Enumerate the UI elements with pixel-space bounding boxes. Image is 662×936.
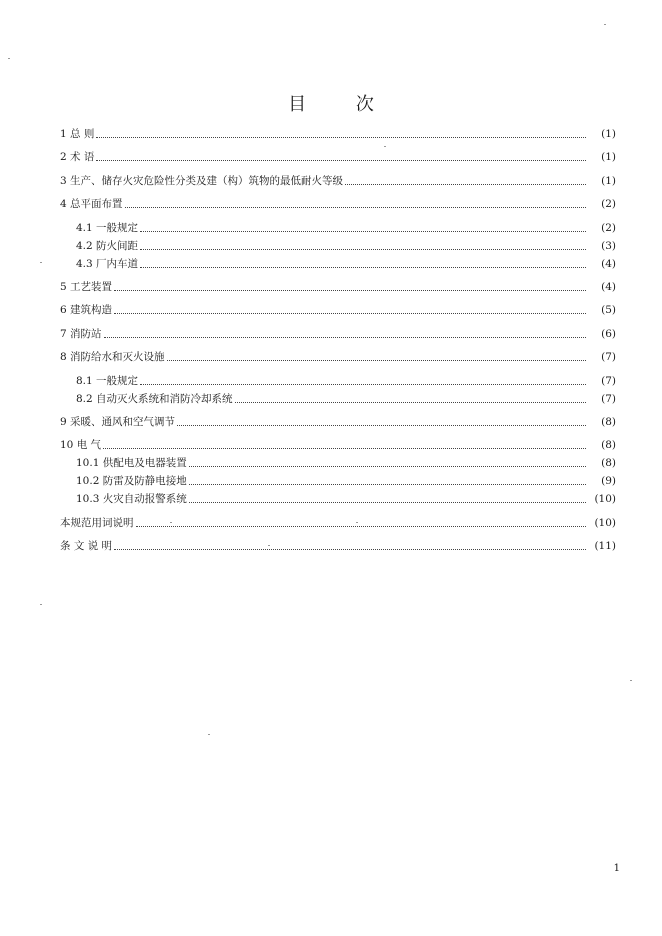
toc-leader-dots xyxy=(96,137,586,138)
scan-speck xyxy=(170,522,172,523)
toc-entry-8-2[interactable] xyxy=(60,388,616,406)
toc-entry-label: 1 总 则 xyxy=(60,128,95,140)
toc-entry-page: (8) xyxy=(601,457,616,470)
toc-entry-10[interactable] xyxy=(60,434,616,452)
toc-entry-label: 10.2 防雷及防静电接地 xyxy=(76,475,187,488)
toc-leader-dots xyxy=(177,425,586,426)
scan-speck xyxy=(604,24,606,25)
toc-entry-8[interactable] xyxy=(60,346,616,364)
toc-entry-label: 4.1 一般规定 xyxy=(76,221,139,234)
toc-entry-10-1[interactable] xyxy=(60,452,616,470)
toc-entry-label: 8.1 一般规定 xyxy=(76,374,139,387)
toc-leader-dots xyxy=(345,184,586,185)
toc-leader-dots xyxy=(114,290,586,291)
toc-leader-dots xyxy=(140,249,586,250)
toc-entry-page: (7) xyxy=(601,351,616,364)
page-number: 1 xyxy=(613,863,620,874)
scan-speck xyxy=(356,522,358,523)
toc-entry-4-3[interactable] xyxy=(60,253,616,271)
toc-entry-page: (2) xyxy=(601,198,616,211)
toc-entry-label: 9 采暖、通风和空气调节 xyxy=(60,415,176,428)
toc-entry-explanation[interactable] xyxy=(60,535,616,553)
toc-leader-dots xyxy=(235,402,586,403)
toc-entry-page: (7) xyxy=(601,392,616,405)
toc-entry-5[interactable] xyxy=(60,276,616,294)
toc-leader-dots xyxy=(189,502,586,503)
toc-entry-label: 本规范用词说明 xyxy=(60,516,134,529)
toc-entry-4-2[interactable] xyxy=(60,235,616,253)
toc-entry-page: (8) xyxy=(601,415,616,428)
scan-speck xyxy=(268,545,270,546)
scan-speck xyxy=(40,262,42,263)
toc-entry-8-1[interactable] xyxy=(60,370,616,388)
toc-entry-page: (5) xyxy=(601,304,616,317)
scan-speck xyxy=(630,680,632,681)
toc-entry-page: (3) xyxy=(601,239,616,252)
toc-leader-dots xyxy=(103,448,586,449)
toc-entry-1[interactable] xyxy=(60,123,616,141)
toc-entry-2[interactable] xyxy=(60,146,616,164)
toc-entry-label: 4 总平面布置 xyxy=(60,198,123,211)
toc-entry-3[interactable] xyxy=(60,170,616,188)
scan-speck xyxy=(208,734,210,735)
toc-entry-7[interactable] xyxy=(60,323,616,341)
toc-entry-4[interactable] xyxy=(60,193,616,211)
table-of-contents xyxy=(60,123,616,558)
toc-entry-label: 10.1 供配电及电器装置 xyxy=(76,457,187,470)
toc-entry-page: (7) xyxy=(601,374,616,387)
toc-entry-page: (1) xyxy=(601,174,616,187)
toc-entry-label: 10 电 气 xyxy=(60,439,102,452)
toc-entry-label: 8.2 自动灭火系统和消防冷却系统 xyxy=(76,392,233,405)
toc-entry-page: (9) xyxy=(601,475,616,488)
toc-entry-page: (2) xyxy=(601,221,616,234)
toc-entry-10-2[interactable] xyxy=(60,470,616,488)
toc-entry-label: 4.2 防火间距 xyxy=(76,239,139,252)
toc-entry-label: 3 生产、储存火灾危险性分类及建（构）筑物的最低耐火等级 xyxy=(60,174,344,187)
toc-leader-dots xyxy=(114,313,586,314)
toc-title: 目 次 xyxy=(288,94,396,115)
toc-leader-dots xyxy=(189,484,586,485)
toc-leader-dots xyxy=(140,231,586,232)
toc-entry-6[interactable] xyxy=(60,299,616,317)
toc-entry-label: 条 文 说 明 xyxy=(60,540,113,553)
toc-entry-9[interactable] xyxy=(60,411,616,429)
toc-entry-label: 5 工艺装置 xyxy=(60,280,113,293)
toc-entry-page: (4) xyxy=(601,280,616,293)
toc-entry-10-3[interactable] xyxy=(60,488,616,506)
toc-entry-page: (11) xyxy=(594,540,616,553)
toc-entry-label: 2 术 语 xyxy=(60,151,95,164)
toc-entry-label: 7 消防站 xyxy=(60,327,102,340)
toc-leader-dots xyxy=(189,466,586,467)
toc-entry-page: (6) xyxy=(601,327,616,340)
scan-speck xyxy=(384,146,386,147)
toc-leader-dots xyxy=(104,337,586,338)
toc-leader-dots xyxy=(136,526,587,527)
scan-speck xyxy=(40,604,42,605)
toc-entry-page: (10) xyxy=(594,493,616,506)
toc-leader-dots xyxy=(96,160,586,161)
toc-entry-label: 8 消防给水和灭火设施 xyxy=(60,351,165,364)
toc-entry-page: (8) xyxy=(601,439,616,452)
toc-entry-terminology[interactable] xyxy=(60,512,616,530)
toc-leader-dots xyxy=(114,549,586,550)
toc-leader-dots xyxy=(140,384,586,385)
toc-entry-4-1[interactable] xyxy=(60,217,616,235)
toc-leader-dots xyxy=(140,267,586,268)
toc-entry-page: (1) xyxy=(601,151,616,164)
toc-leader-dots xyxy=(125,207,586,208)
toc-entry-page: (1) xyxy=(601,128,616,140)
toc-entry-label: 10.3 火灾自动报警系统 xyxy=(76,493,187,506)
toc-entry-label: 4.3 厂内车道 xyxy=(76,257,139,270)
toc-leader-dots xyxy=(167,360,586,361)
toc-entry-page: (10) xyxy=(594,516,616,529)
toc-entry-label: 6 建筑构造 xyxy=(60,304,113,317)
toc-entry-page: (4) xyxy=(601,257,616,270)
scan-speck xyxy=(8,58,10,59)
